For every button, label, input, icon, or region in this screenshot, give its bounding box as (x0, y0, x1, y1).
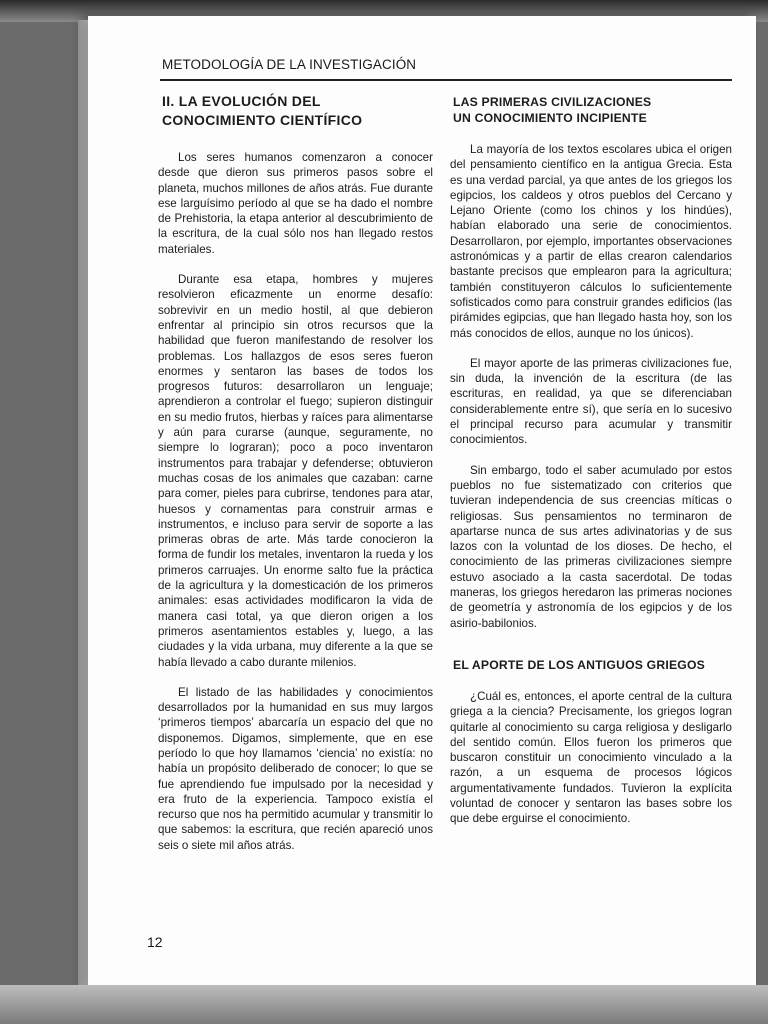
chapter-title-line1: II. LA EVOLUCIÓN DEL (162, 93, 321, 109)
section-title-primeras-civilizaciones (453, 94, 732, 126)
paragraph: ¿Cuál es, entonces, el aporte central de la cultura griega a la ciencia? Precisamente, los griegos logran quitarle al conocimiento su carga religiosa y desligarlo del sentido común. Ellos fueron los primeros que buscaron constituir un conocimiento vinculado a la razón, a un esquema de procesos lógicos argumentativamente fundados. Tuvieron la explícita voluntad de conocer y sentaron las bases sobre los que debe erguirse el conocimiento. (450, 689, 732, 826)
page-number: 12 (147, 934, 163, 950)
paragraph: El mayor aporte de las primeras civilizaciones fue, sin duda, la invención de la escritura (de las escrituras, en realidad, ya que se diferenciaban considerablemente entre sí), que sería en lo sucesivo el principal recurso para acumular y transmitir conocimientos. (450, 356, 732, 447)
paragraph: Los seres humanos comenzaron a conocer desde que dieron sus primeros pasos sobre el planeta, muchos millones de años atrás. Fue durante ese larguísimo período al que se ha dado el nombre de Prehistoria, la etapa anterior al descubrimiento de la escritura, de la cual sólo nos han llegado restos materiales. (158, 151, 433, 256)
chapter-title (162, 92, 433, 130)
scan-bottom-shadow (0, 985, 768, 1024)
section-title-line2: UN CONOCIMIENTO INCIPIENTE (453, 111, 647, 125)
section-title-line1: LAS PRIMERAS CIVILIZACIONES (453, 95, 652, 109)
paragraph: Sin embargo, todo el saber acumulado por estos pueblos no fue sistematizado con criterios que tuvieran independencia de sus creencias míticas o religiosas. Sus pensamientos no terminaron de apartarse nunca de sus artes adivinatorias y de sus lazos con la voluntad de los dioses. De hecho, el conocimiento de las primeras civilizaciones siempre estuvo asociado a la casta sacerdotal. De todas maneras, los griegos heredaron las primeras nociones de geometría y astronomía de los egipcios y de los asirio-babilonios. (450, 463, 732, 630)
right-column (450, 94, 732, 842)
left-column (158, 92, 433, 868)
paragraph: La mayoría de los textos escolares ubica el origen del pensamiento científico en la antigua Grecia. Esta es una verdad parcial, ya que antes de los griegos los egipcios, los caldeos y otros pueblos del Cercano y Lejano Oriente (como los chinos y los hindúes), habían elaborado una serie de conocimientos. Desarrollaron, por ejemplo, importantes observaciones astronómicas y a partir de ellas crearon calendarios bastante precisos que emplearon para la agricultura; también constituyeron cálculos lo suficientemente sofisticados como para construir grandes edificios (las pirámides egipcias, que han llegado hasta hoy, son los más conocidos de ellos, aunque no los únicos). (450, 143, 732, 340)
paragraph: Durante esa etapa, hombres y mujeres resolvieron eficazmente un enorme desafío: sobrevivir en un medio hostil, al que debieron enfrentar al principio sin otros recursos que la habilidad que fueron manifestando de resolver los problemas. Los hallazgos de esos seres fueron enormes y sentaron las bases de todos los progresos futuros: desarrollaron un lenguaje; aprendieron a controlar el fuego; supieron distinguir en su medio frutos, hierbas y raíces para alimentarse y aún para curarse (aunque, seguramente, no siempre lo lograran); poco a poco inventaron instrumentos para trabajar y defenderse; obtuvieron muchas cosas de los animales que cazaban: carne para comer, pieles para cubrirse, tendones para atar, huesos y cornamentas para construir armas e instrumentos, e incluso para servir de soporte a las primeras obras de arte. Más tarde conocieron la forma de fundir los metales, inventaron la rueda y los primeros carruajes. Un enorme salto fue la práctica de la agricultura y la domesticación de los primeros animales: esas actividades modificaron la vida de manera casi total, ya que dieron origen a los primeros asentamientos estables y, luego, a las ciudades y la vida urbana, muy diferente a la que se había llevado a cabo durante milenios. (158, 273, 433, 669)
chapter-title-line2: CONOCIMIENTO CIENTÍFICO (162, 112, 363, 128)
paragraph: El listado de las habilidades y conocimientos desarrollados por la humanidad en sus muy largos ‘primeros tiempos’ abarcaría un espacio del que no disponemos. Digamos, simplemente, que en ese período lo que hoy llamamos ‘ciencia’ no existía: no había un propósito deliberado de conocer; lo que se fue aprendiendo fue impulsado por la necesidad y era fruto de la experiencia. Tampoco existía el recurso que nos ha permitido acumular y transmitir lo que sabemos: la escritura, que recién apareció unos seis o siete mil años atrás. (158, 685, 433, 852)
header-rule (160, 79, 732, 81)
section-title-antiguos-griegos: EL APORTE DE LOS ANTIGUOS GRIEGOS (453, 657, 705, 672)
running-head: METODOLOGÍA DE LA INVESTIGACIÓN (162, 57, 417, 72)
